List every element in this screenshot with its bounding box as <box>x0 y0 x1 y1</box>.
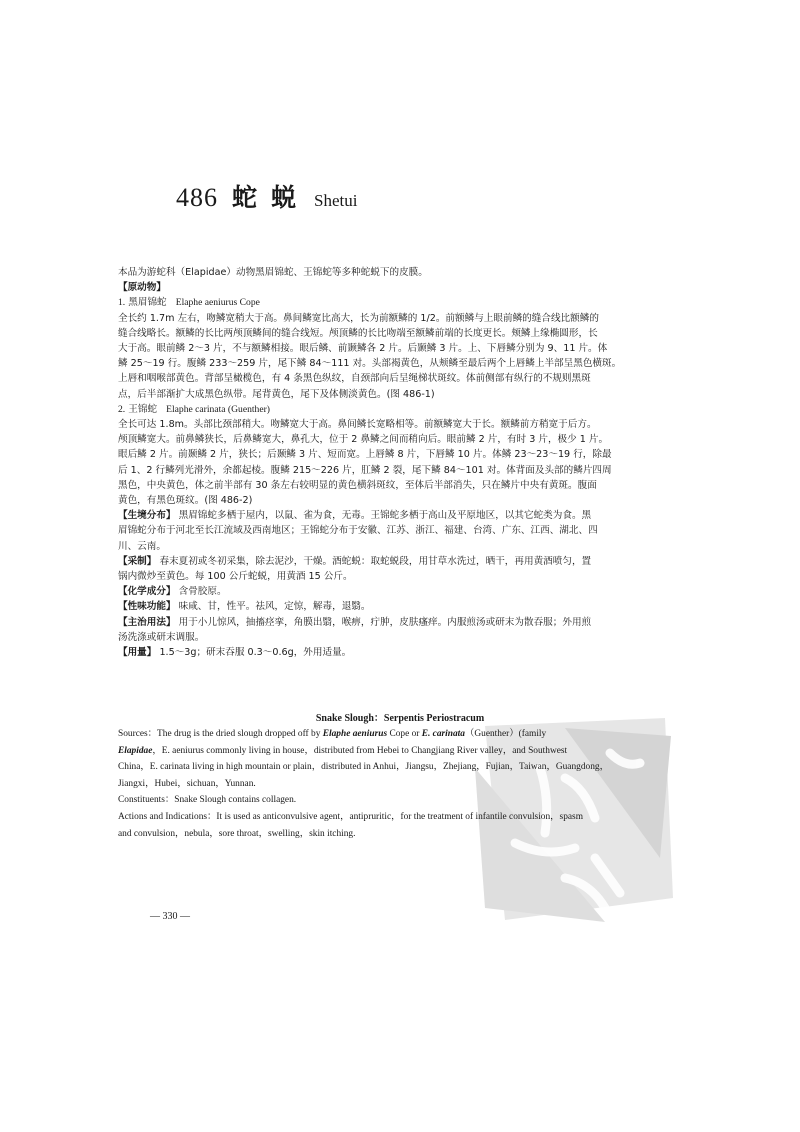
heading-collection: 【采制】 <box>118 555 157 567</box>
species-2-line: 黑色，中央黄色，体之前半部有 30 条左右较明显的黄色横斜斑纹，至体后半部消失，只在鳞片中央有黄斑。腹面 <box>118 479 597 491</box>
species-2-line: 黄色，有黑色斑纹。(图 486-2) <box>118 495 253 507</box>
species-1-line: 上唇和咽喉部黄色。背部呈橄榄色，有 4 条黑色纵纹，自颈部向后呈绳梯状斑纹。体前侧部有纵行的不规则黑斑 <box>118 373 591 385</box>
chemistry-line <box>118 584 678 599</box>
english-sources-line <box>118 726 684 743</box>
species-2-name-cn: 王锦蛇 <box>128 403 158 415</box>
species-1-line: 全长约 1.7m 左右，吻鳞宽稍大于高。鼻间鳞宽比高大，长为前额鳞的 1/2。前额鳞与上眼前鳞的缝合线比额鳞的 <box>118 312 599 324</box>
heading-usage: 【主治用法】 <box>118 616 176 628</box>
species-2-latin: Elaphe carinata (Guenther) <box>166 403 270 415</box>
heading-original-animal: 【原动物】 <box>118 282 166 294</box>
habitat-line <box>118 508 678 523</box>
dosage-line <box>118 645 678 660</box>
species-1-name-cn: 黑眉锦蛇 <box>128 297 167 309</box>
heading-nature: 【性味功能】 <box>118 601 176 613</box>
nature-text: 味咸、甘，性平。祛风，定惊，解毒，退翳。 <box>178 601 371 613</box>
dosage-text: 1.5～3g；研末吞服 0.3～0.6g，外用适量。 <box>159 647 352 659</box>
english-title: Snake Slough：Serpentis Periostracum <box>315 713 485 724</box>
page-number: — 330 — <box>150 911 190 922</box>
species-2-line: 全长可达 1.8m。头部比颈部稍大。吻鳞宽大于高。鼻间鳞长宽略相等。前额鳞宽大于长。额鳞前方稍宽于后方。 <box>118 419 597 431</box>
species-1-line: 大于高。眼前鳞 2～3 片，不与额鳞相接。眼后鳞、前颞鳞各 2 片。后颞鳞 3 片。上、下唇鳞分别为 9、11 片。体 <box>118 343 608 355</box>
species-2-line: 颅顶鳞宽大。前鼻鳞狭长，后鼻鳞宽大，鼻孔大，位于 2 鼻鳞之间而稍向后。眼前鳞 2 片，有时 3 片，极少 1 片。 <box>118 434 609 446</box>
english-species-italic: E. carinata <box>421 729 465 739</box>
heading-chemistry: 【化学成分】 <box>118 586 176 598</box>
usage-line <box>118 615 678 630</box>
entry-title-chinese: 蛇蜕 <box>232 183 311 212</box>
intro-paragraph: 本品为游蛇科（Elapidae）动物黑眉锦蛇、王锦蛇等多种蛇蜕下的皮膜。 <box>118 267 428 278</box>
english-sources-line <box>118 743 684 760</box>
usage-line: 汤洗涤或研末调服。 <box>118 631 205 643</box>
species-2-heading <box>118 402 678 417</box>
habitat-text: 黑眉锦蛇多栖于屋内，以鼠、雀为食，无毒。王锦蛇多栖于高山及平原地区，以其它蛇类为食。黑 <box>178 510 592 522</box>
chemistry-text: 含骨胶原。 <box>178 586 227 598</box>
species-2-index: 2. <box>118 403 126 415</box>
english-text: Sources：The drug is the dried slough dropped off by <box>118 729 323 739</box>
collection-text: 春末夏初或冬初采集，除去泥沙，干燥。酒蛇蜕：取蛇蜕段，用甘草水洗过，晒干，再用黄酒喷匀，置 <box>159 555 592 567</box>
heading-habitat: 【生境分布】 <box>118 510 176 522</box>
english-actions-line: and convulsion，nebula，sore throat，swelling，skin itching. <box>118 828 356 839</box>
species-1-line: 点，后半部渐扩大成黑色纵带。尾背黄色，尾下及体侧淡黄色。(图 486-1) <box>118 388 435 400</box>
usage-text: 用于小儿惊风，抽搐痉挛，角膜出翳，喉痹，疔肿，皮肤瘙痒。内服煎汤或研末为散吞服；外用煎 <box>178 616 592 628</box>
collection-line: 锅内微炒至黄色。每 100 公斤蛇蜕，用黄酒 15 公斤。 <box>118 571 353 583</box>
species-1-latin: Elaphe aeniurus Cope <box>175 297 260 309</box>
species-2-line: 后 1、2 行鳞列光滑外，余都起棱。腹鳞 215～226 片，肛鳞 2 裂，尾下鳞 84～101 对。体背面及头部的鳞片四周 <box>118 464 612 476</box>
english-text: Cope or <box>387 729 422 739</box>
english-actions-line: Actions and Indications：It is used as anticonvulsive agent，antipruritic，for the treatment of infantile convulsion，spasm <box>118 811 583 822</box>
english-species-italic: Elaphe aeniurus <box>322 729 388 739</box>
habitat-line: 川、云南。 <box>118 540 166 552</box>
chinese-text-block <box>118 265 678 660</box>
habitat-line: 眉锦蛇分布于河北至长江流域及西南地区；王锦蛇分布于安徽、江苏、浙江、福建、台湾、广东、江西、湖北、四 <box>118 525 598 537</box>
species-1-line: 缝合线略长。额鳞的长比两颅顶鳞间的缝合线短。颅顶鳞的长比吻端至额鳞前端的长度更长。颊鳞上缘椭圆形，长 <box>118 327 598 339</box>
species-1-line: 鳞 25～19 行。腹鳞 233～259 片，尾下鳞 84～111 对。头部褐黄色，从颊鳞至最后两个上唇鳞上半部呈黑色横斑。 <box>118 358 622 370</box>
heading-dosage: 【用量】 <box>118 647 157 659</box>
english-text: （Guenther）(family <box>464 729 547 739</box>
english-text: ，E. aeniurus commonly living in house，distributed from Hebei to Changjiang River valley，and Southwest <box>152 745 568 756</box>
nature-line <box>118 599 678 614</box>
species-1-index: 1. <box>118 297 126 309</box>
entry-number: 486 <box>176 183 218 212</box>
collection-line <box>118 554 678 569</box>
english-sources-line: China，E. carinata living in high mountain or plain，distributed in Anhui，Jiangsu，Zhejiang，Fujian，Taiwan，Guangdong， <box>118 762 609 773</box>
entry-title-pinyin: Shetui <box>314 191 358 210</box>
species-2-line: 眼后鳞 2 片。前颞鳞 2 片，狭长；后颞鳞 3 片、短而宽。上唇鳞 8 片，下唇鳞 10 片。体鳞 23～23～19 行，除最 <box>118 449 612 461</box>
entry-title <box>176 178 357 214</box>
english-text-block <box>118 726 684 842</box>
species-1-heading <box>118 295 678 310</box>
english-family-italic: Elapidae <box>118 745 153 756</box>
english-constituents: Constituents：Snake Slough contains collagen. <box>118 795 297 806</box>
english-sources-line: Jiangxi，Hubei，sichuan，Yunnan. <box>118 778 256 789</box>
